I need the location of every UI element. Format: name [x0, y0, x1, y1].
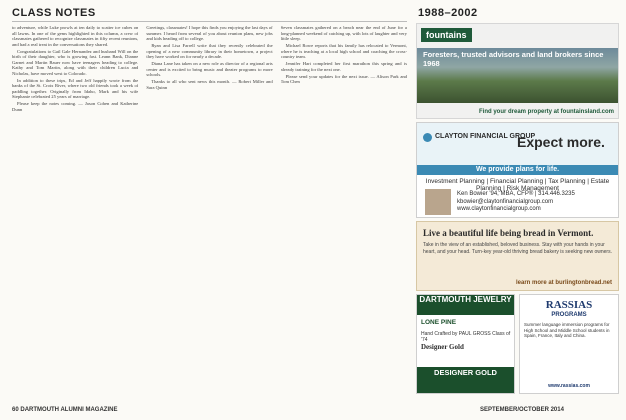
page-number: 60: [12, 407, 19, 413]
burlington-url[interactable]: learn more at burlingtonbread.net: [515, 280, 612, 286]
column-2-paragraph-4: Thanks to all who sent news this month. — Robert Miller and Sara Quinn: [146, 79, 273, 90]
clayton-services: Investment Planning | Financial Planning | Tax Planning | Estate Planning | Risk Management: [425, 178, 610, 192]
advertisement-column: [416, 23, 619, 397]
issue-date: SEPTEMBER/OCTOBER 2014: [480, 407, 564, 413]
burlington-bread-ad[interactable]: [416, 221, 619, 291]
clayton-email[interactable]: kbowier@claytonfinancialgroup.com: [457, 198, 554, 205]
column-2-paragraph-2: Ryan and Lisa Farrell write that they recently celebrated the opening of a new community library in their hometown, a project they have worked on for nearly a decade.: [146, 43, 273, 59]
column-1-paragraph-4: Please keep the notes coming. — Jason Cohen and Katherine Dunn: [12, 101, 139, 112]
fountains-ad[interactable]: [416, 23, 619, 119]
fountains-url[interactable]: Find your dream property at fountainsland.com: [478, 109, 614, 115]
class-notes-columns: [12, 25, 407, 405]
dartmouth-jewelry-ad[interactable]: [416, 294, 515, 394]
advisor-photo: [425, 189, 451, 215]
years-range: 1988–2002: [418, 7, 478, 19]
footer-left: [12, 407, 117, 413]
clayton-logo-icon: [423, 133, 432, 142]
column-3-paragraph-4: Please send your updates for the next issue. — Alison Park and Tom Chen: [280, 73, 407, 84]
column-2-paragraph-3: Diana Lane has taken on a new role as director of a regional arts center and is excited to bring music and theater programs to more schools.: [146, 61, 273, 77]
column-3-paragraph-3: Jennifer Hart completed her first marathon this spring and is already training for the next one.: [280, 61, 407, 72]
column-2: [146, 25, 272, 405]
column-1-paragraph-2: Congratulations to Gail Gale Hernandez and husband Will on the birth of their daughter, who is growing fast. Leann Bank, Dianne Garnet and Martin Bauer now have teenagers heading to college. Kathy and Tom Martin, along with their children Lucia and Nicholas, have moved west to Colorado.: [12, 48, 139, 76]
designer-gold-brand: Designer Gold: [421, 343, 464, 351]
footer-right: [480, 407, 564, 413]
rassias-url[interactable]: www.rassias.com: [548, 383, 590, 389]
rassias-body: Summer language immersion programs for High School and Middle School students in Spain, France, Italy and China.: [524, 322, 610, 339]
column-3-paragraph-2: Michael Rowe reports that his family has relocated to Vermont, where he is teaching at a local high school and coaching the cross-country team.: [280, 43, 407, 59]
section-header: CLASS NOTES: [12, 7, 96, 19]
header-rule: [12, 21, 407, 22]
column-2-paragraph-1: Greetings, classmates! I hope this finds you enjoying the last days of summer. I heard from several of you about reunion plans, new jobs and kids heading off to college.: [146, 25, 273, 41]
column-1: [12, 25, 138, 405]
column-3: [281, 25, 407, 405]
jeweler-credit: Hand Crafted by PAUL GROSS Class of '74: [421, 331, 511, 343]
clayton-name: CLAYTON FINANCIAL GROUP: [435, 133, 536, 140]
column-1-paragraph-3: In addition to these trips, Ed and Jeff happily wrote from the banks of the St. Croix River, where two old friends took a week of paddling together. Originally from Idaho, Mark and his wife Stephanie celebrated 25 years of marriage.: [12, 77, 139, 99]
rassias-ad[interactable]: [519, 294, 619, 394]
fountains-logo: fountains: [421, 28, 472, 42]
bottom-ads-row: [416, 294, 619, 394]
clayton-site[interactable]: www.claytonfinancialgroup.com: [457, 206, 541, 212]
clayton-financial-ad[interactable]: [416, 122, 619, 218]
burlington-body: Take in the view of an established, beloved business. Stay with your hands in your heart, and your head. Turn-key year-old thriving bread bakery is seeking new owners.: [423, 242, 612, 255]
rassias-subtitle: PROGRAMS: [551, 312, 587, 318]
fountains-tagline: Foresters, trusted advisors and land brokers since 1968: [423, 50, 604, 68]
designer-gold-banner: DESIGNER GOLD: [417, 367, 514, 393]
column-3-paragraph-1: Seven classmates gathered on a beach near the end of June for a long-planned weekend of catching up, with lots of laughter and very little sleep.: [280, 25, 407, 41]
dartmouth-jewelry-header: DARTMOUTH JEWELRY: [417, 295, 514, 315]
clayton-phone: Ken Bowier '94, MBA, CFP® | 314.446.3235: [457, 191, 575, 197]
clayton-band: We provide plans for life.: [417, 165, 618, 175]
clayton-headline: Expect more.: [517, 134, 605, 150]
column-1-paragraph-1: to adventure, while Luke prowls at ten daily to scatter ice cubes on all lawns. In one of the gems highlighted in this column, a crew of classmates gathered to recognize classmates in fifty recent reunions, and had a real treat in the conversations they shared.: [12, 25, 139, 47]
lone-pine-label: LONE PINE: [421, 319, 457, 326]
rassias-title: RASSIAS: [545, 299, 593, 311]
publication-name: DARTMOUTH ALUMNI MAGAZINE: [20, 407, 118, 413]
clayton-contact: [457, 191, 575, 214]
burlington-title: Live a beautiful life being bread in Vermont.: [423, 228, 594, 238]
